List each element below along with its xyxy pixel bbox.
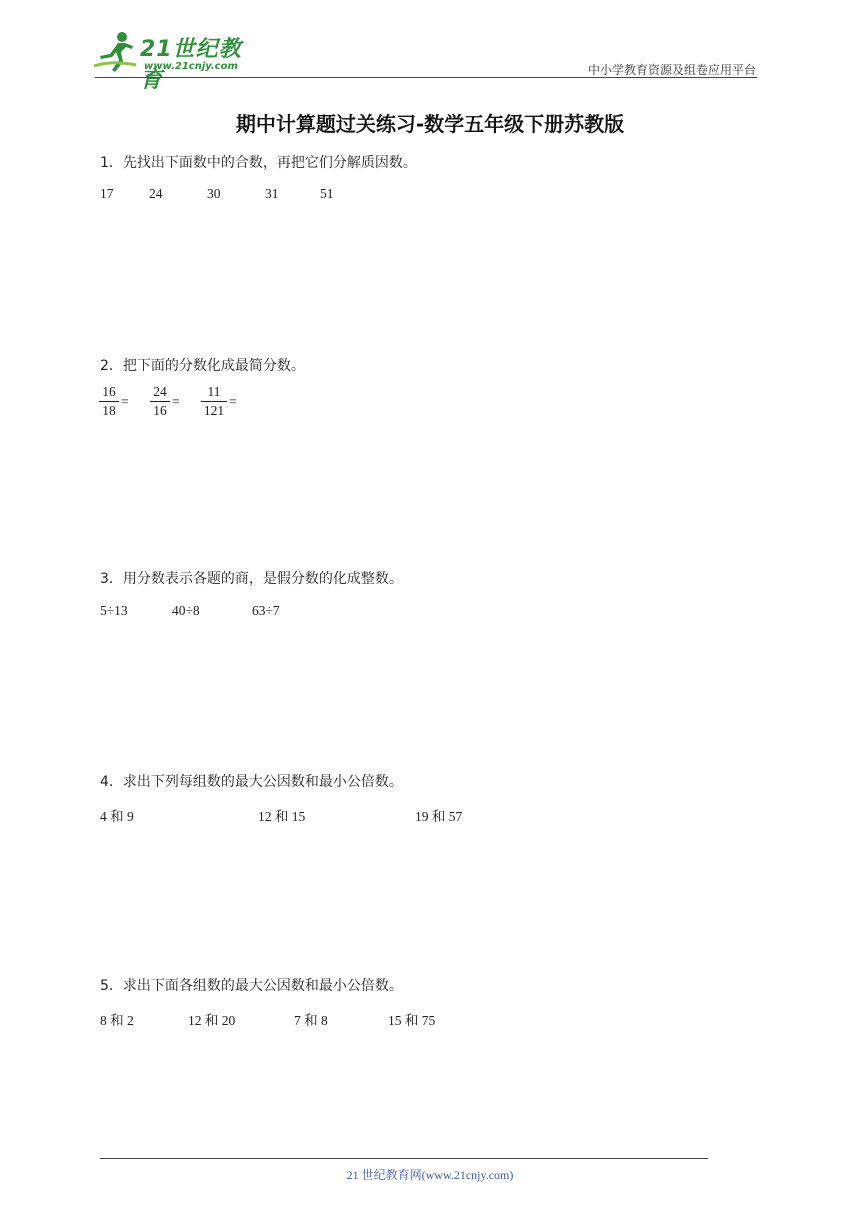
page-title: 期中计算题过关练习-数学五年级下册苏教版 (235, 112, 625, 136)
equals-sign: = (229, 394, 237, 409)
question-5-item: 15 和 75 (388, 1013, 436, 1028)
footer-link[interactable]: 21 世纪教育网(www.21cnjy.com) (346, 1168, 514, 1182)
question-5-item: 12 和 20 (188, 1013, 236, 1028)
fraction-numerator: 24 (153, 384, 167, 399)
fraction-bar (150, 401, 170, 402)
question-4-item: 12 和 15 (258, 809, 306, 824)
question-2-title: 2．把下面的分数化成最简分数。 (100, 358, 305, 374)
fraction-numerator: 16 (102, 384, 116, 399)
question-1-item: 17 (100, 186, 114, 201)
header-divider (95, 77, 757, 78)
fraction (201, 384, 227, 419)
fraction-denominator: 121 (203, 403, 225, 418)
equals-sign: = (172, 394, 180, 409)
question-3-item: 5÷13 (100, 603, 128, 618)
equals-sign: = (121, 394, 129, 409)
question-1-item: 51 (320, 186, 334, 201)
question-1-item: 30 (207, 186, 221, 201)
site-logo (92, 30, 262, 93)
question-3-item: 40÷8 (172, 603, 200, 618)
question-1-item: 31 (265, 186, 279, 201)
logo-url: www.21cnjy.com (144, 61, 238, 72)
question-5-title: 5．求出下面各组数的最大公因数和最小公倍数。 (100, 978, 403, 994)
fraction-bar (201, 401, 227, 402)
fraction (150, 384, 170, 419)
fraction (99, 384, 119, 419)
question-3-title: 3．用分数表示各题的商，是假分数的化成整数。 (100, 571, 403, 587)
question-1-title: 1．先找出下面数中的合数，再把它们分解质因数。 (100, 155, 417, 171)
question-5-item: 8 和 2 (100, 1013, 134, 1028)
question-4-item: 4 和 9 (100, 809, 134, 824)
site-tagline: 中小学教育资源及组卷应用平台 (587, 63, 756, 77)
question-4-title: 4．求出下列每组数的最大公因数和最小公倍数。 (100, 774, 403, 790)
question-4-item: 19 和 57 (415, 809, 463, 824)
question-3-item: 63÷7 (252, 603, 280, 618)
runner-icon (92, 30, 138, 76)
question-5-item: 7 和 8 (294, 1013, 328, 1028)
fraction-denominator: 18 (102, 403, 116, 418)
fraction-numerator: 11 (207, 384, 221, 399)
fraction-bar (99, 401, 119, 402)
question-1-item: 24 (149, 186, 163, 201)
footer-divider (100, 1158, 708, 1159)
fraction-denominator: 16 (153, 403, 167, 418)
logo-wordmark: 21世纪教育 (140, 37, 242, 93)
